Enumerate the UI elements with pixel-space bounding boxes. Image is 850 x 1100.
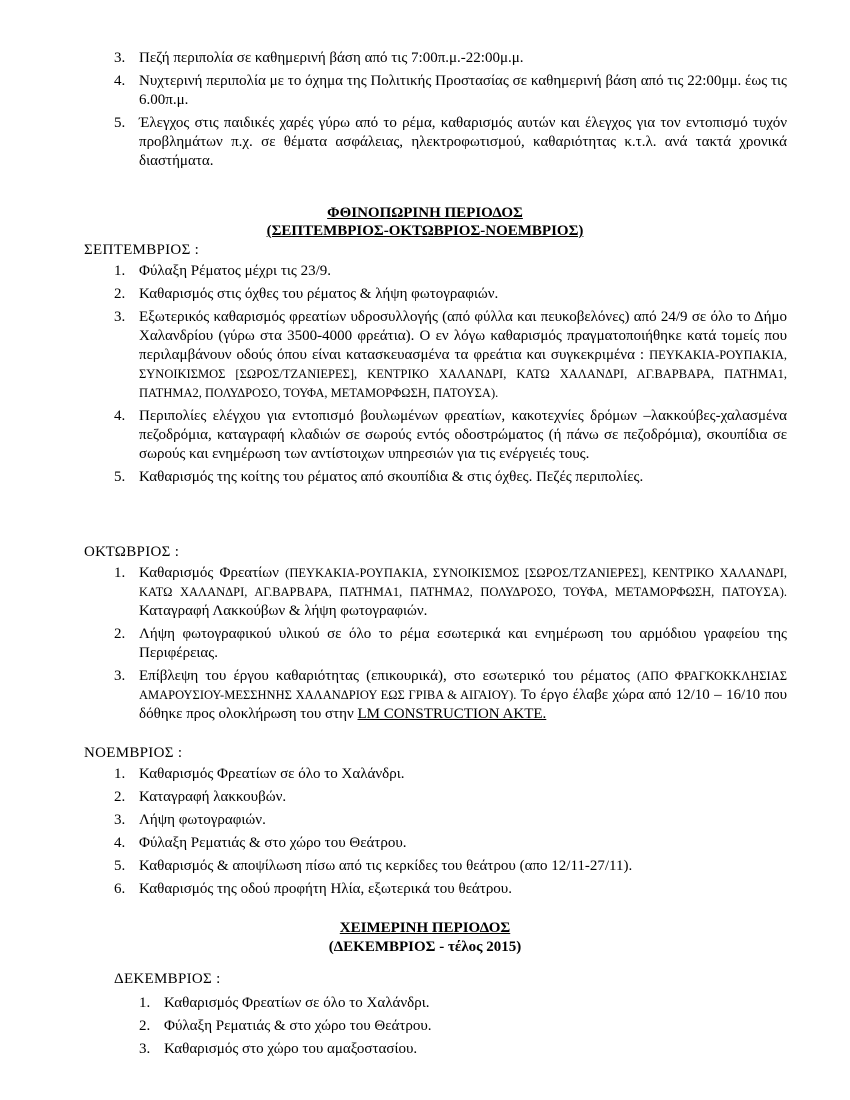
list-item: 1. Καθαρισμός Φρεατίων σε όλο το Χαλάνδρι. <box>114 766 405 782</box>
list-item: 3. Πεζή περιπολία σε καθημερινή βάση από τις 7:00π.μ.-22:00μ.μ. <box>114 50 524 66</box>
list-item: 3. Λήψη φωτογραφιών. <box>114 812 266 828</box>
october-list <box>114 564 788 728</box>
winter-subtitle: (ΔΕΚΕΜΒΡΙΟΣ - τέλος 2015) <box>328 939 522 955</box>
top-list <box>114 49 787 175</box>
list-item: 2. Καταγραφή λακκουβών. <box>114 789 287 805</box>
list-item: 1. Φύλαξη Ρέματος μέχρι τις 23/9. <box>114 263 332 279</box>
september-label: ΣΕΠΤΕΜΒΡΙΟΣ : <box>84 242 200 258</box>
list-item: 2. Καθαρισμός στις όχθες του ρέματος & λήψη φωτογραφιών. <box>114 286 499 302</box>
list-item: 5. Καθαρισμός & αποψίλωση πίσω από τις κερκίδες του θεάτρου (απο 12/11-27/11). <box>114 858 633 874</box>
list-item: 2. Λήψη φωτογραφικού υλικού σε όλο το ρέμα εσωτερικά και ενημέρωση του αρμόδιου γραφείου της Περιφέρειας. <box>114 626 787 661</box>
list-item: 6. Καθαρισμός της οδού προφήτη Ηλία, εξωτερικά του θεάτρου. <box>114 881 512 897</box>
november-list <box>114 765 787 903</box>
contractor-name: LM CONSTRUCTION AKTE. <box>357 706 547 722</box>
december-label: ΔΕΚΕΜΒΡΙΟΣ : <box>114 971 221 987</box>
list-item: 3. Επίβλεψη του έργου καθαριότητας (επικουρικά), στο εσωτερικό του ρέματος (ΑΠΟ ΦΡΑΓΚΟΚΚΛΗΣΙΑΣ ΑΜΑΡΟΥΣΙΟΥ-ΜΕΣΣΗΝΗΣ ΧΑΛΑΝΔΡΙΟΥ ΕΩΣ ΓΡΙΒΑ & ΑΙΓΑΙΟΥ). Το έργο έλαβε χώρα από 12/10 – 16/10 που δόθηκε προς ολοκλήρωση του στην LM CONSTRUCTION AKTE. <box>114 668 788 722</box>
list-item: 3. Καθαρισμός στο χώρο του αμαξοστασίου. <box>139 1041 418 1057</box>
list-item: 5. Καθαρισμός της κοίτης του ρέματος από σκουπίδια & στις όχθες. Πεζές περιπολίες. <box>114 469 644 485</box>
list-item: 2. Φύλαξη Ρεματιάς & στο χώρο του Θεάτρου. <box>139 1018 432 1034</box>
list-item: 4. Φύλαξη Ρεματιάς & στο χώρο του Θεάτρου. <box>114 835 407 851</box>
november-label: ΝΟΕΜΒΡΙΟΣ : <box>84 745 183 761</box>
winter-title: ΧΕΙΜΕΡΙΝΗ ΠΕΡΙΟΔΟΣ <box>339 920 511 936</box>
september-list <box>114 262 788 491</box>
list-item: 4. Περιπολίες ελέγχου για εντοπισμό βουλωμένων φρεατίων, κακοτεχνίες δρόμων –λακκούβες-χαλασμένα πεζοδρόμια, καταγραφή κλαδιών σε σωρούς εντός οδοστρώματος (ή πάνω σε πεζοδρόμια), σκουπίδια σε σωρούς και ενημέρωση των αντίστοιχων υπηρεσιών για τις ενέργειές τους. <box>114 408 787 462</box>
october-label: ΟΚΤΩΒΡΙΟΣ : <box>84 544 180 560</box>
list-item: 1. Καθαρισμός Φρεατίων (ΠΕΥΚΑΚΙΑ-ΡΟΥΠΑΚΙΑ, ΣΥΝΟΙΚΙΣΜΟΣ [ΣΩΡΟΣ/ΤΖΑΝΙΕΡΕΣ], ΚΕΝΤΡΙΚΟ ΧΑΛΑΝΔΡΙ, ΚΑΤΩ ΧΑΛΑΝΔΡΙ, ΑΓ.ΒΑΡΒΑΡΑ, ΠΑΤΗΜΑ1, ΠΑΤΗΜΑ2, ΠΟΛΥΔΡΟΣΟ, ΤΟΥΦΑ, ΜΕΤΑΜΟΡΦΩΣΗ, ΠΑΤΟΥΣΑ). Καταγραφή Λακκούβων & λήψη φωτογραφιών. <box>114 565 788 619</box>
autumn-subtitle: (ΣΕΠΤΕΜΒΡΙΟΣ-ΟΚΤΩΒΡΙΟΣ-ΝΟΕΜΒΡΙΟΣ) <box>266 223 584 239</box>
list-item: 1. Καθαρισμός Φρεατίων σε όλο το Χαλάνδρι. <box>139 995 430 1011</box>
december-list <box>139 994 787 1063</box>
autumn-title: ΦΘΙΝΟΠΩΡΙΝΗ ΠΕΡΙΟΔΟΣ <box>327 205 523 221</box>
list-item: 5. Έλεγχος στις παιδικές χαρές γύρω από το ρέμα, καθαρισμός αυτών και έλεγχος για τον εντοπισμό τυχόν προβλημάτων π.χ. σε θέματα ασφάλειας, ηλεκτροφωτισμού, καθαριότητας κ.τ.λ. ανά τακτά χρονικά διαστήματα. <box>114 115 787 169</box>
list-item: 3. Εξωτερικός καθαρισμός φρεατίων υδροσυλλογής (από φύλλα και πευκοβελόνες) από 24/9 σε όλο το Δήμο Χαλανδρίου (γύρω στα 3500-4000 φρεάτια). Ο εν λόγω καθαρισμός πραγματοποιήθηκε κατά τομείς που περιλαμβάνουν οδούς όπου είναι κατασκευασμένα τα φρεάτια και συγκεκριμένα : ΠΕΥΚΑΚΙΑ-ΡΟΥΠΑΚΙΑ, ΣΥΝΟΙΚΙΣΜΟΣ [ΣΩΡΟΣ/ΤΖΑΝΙΕΡΕΣ], ΚΕΝΤΡΙΚΟ ΧΑΛΑΝΔΡΙ, ΚΑΤΩ ΧΑΛΑΝΔΡΙ, ΑΓ.ΒΑΡΒΑΡΑ, ΠΑΤΗΜΑ1, ΠΑΤΗΜΑ2, ΠΟΛΥΔΡΟΣΟ, ΤΟΥΦΑ, ΜΕΤΑΜΟΡΦΩΣΗ, ΠΑΤΟΥΣΑ). <box>114 309 788 400</box>
list-item: 4. Νυχτερινή περιπολία με το όχημα της Πολιτικής Προστασίας σε καθημερινή βάση από τις 22:00μμ. έως τις 6.00π.μ. <box>114 73 787 108</box>
